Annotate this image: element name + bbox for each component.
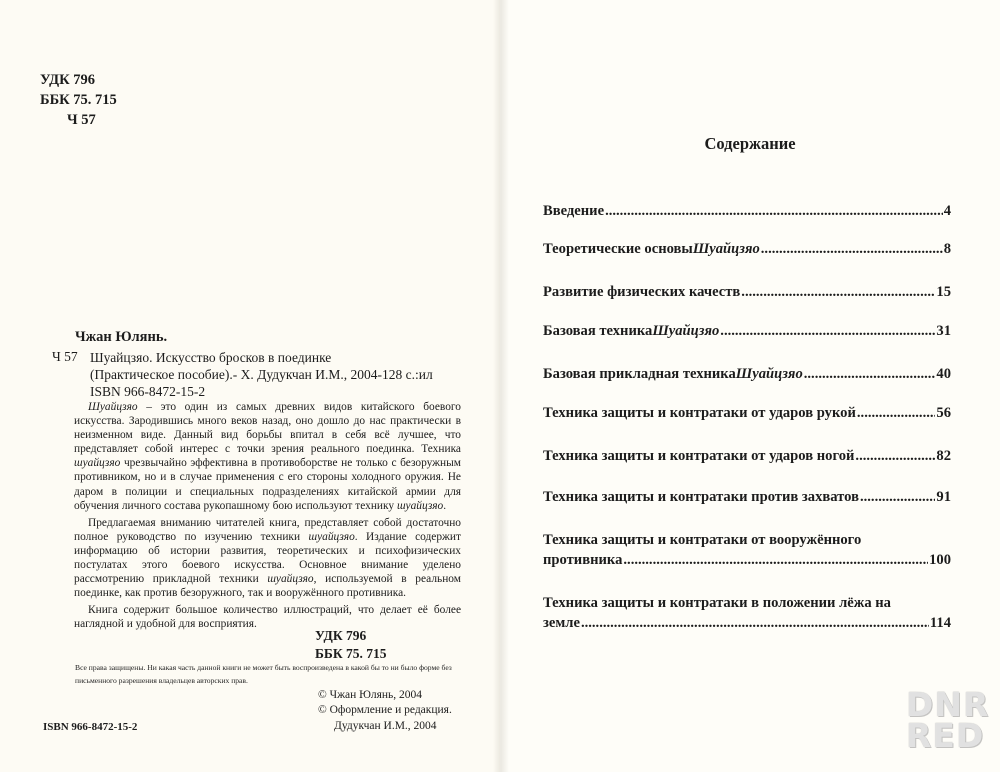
toc-page-number: 40: [936, 366, 951, 382]
toc-entry: [543, 446, 951, 466]
biblio-isbn: ISBN 966-8472-15-2: [90, 384, 206, 399]
italic-term: шуайцзяо: [74, 457, 121, 470]
toc-entry: [543, 487, 951, 507]
toc-label: Техника защиты и контратаки от ударов рукой: [543, 405, 856, 421]
italic-term: Шуайцзяо: [88, 401, 138, 413]
right-page: [500, 0, 1000, 772]
toc-leader-dots: [860, 487, 935, 507]
author-cipher: Ч 57: [67, 112, 96, 128]
toc-leader-dots: [741, 282, 935, 302]
abstract-paragraph: [74, 400, 461, 513]
toc-page-number: 31: [936, 323, 951, 339]
italic-term: шуайцзяо: [396, 499, 444, 512]
bibliographic-record: [90, 349, 433, 400]
abstract-paragraph: [74, 516, 461, 601]
toc-leader-dots: [581, 613, 929, 633]
toc-label-first-line: Техника защиты и контратаки в положении лёжа на: [543, 595, 891, 611]
biblio-title: Шуайцзяо. Искусство бросков в поединке: [90, 350, 332, 365]
classification-block-bottom: [315, 627, 387, 663]
toc-label: противника: [543, 552, 623, 568]
toc-label: Развитие физических качеств: [543, 284, 741, 300]
toc-entry: [543, 239, 951, 259]
book-abstract: [74, 400, 461, 635]
toc-leader-dots: [605, 201, 943, 221]
toc-leader-dots: [804, 364, 936, 384]
toc-leader-dots: [857, 403, 936, 423]
toc-entry: [543, 201, 951, 221]
toc-entry: [543, 321, 951, 341]
bbk-code-bottom: ББК 75. 715: [315, 646, 387, 661]
toc-title: Содержание: [704, 134, 796, 153]
toc-label: Техника защиты и контратаки против захватов: [543, 489, 859, 505]
watermark-line: DNR: [906, 685, 990, 724]
author-name: Чжан Юлянь.: [75, 329, 168, 345]
toc-page-number: 100: [929, 552, 951, 568]
classification-block: [40, 70, 117, 130]
toc-leader-dots: [761, 239, 943, 259]
toc-label: Базовая прикладная техника: [543, 366, 736, 382]
toc-entry: [543, 403, 951, 423]
toc-page-number: 4: [943, 203, 951, 219]
toc-label: Базовая техника: [543, 323, 653, 339]
toc-label: Теоретические основы: [543, 241, 693, 257]
abstract-text: , используемой в реальном поединке, как против безоружного, так и вооружённого противника.: [74, 573, 461, 600]
rights-notice: Все права защищены. Ни какая часть данной книги не может быть воспроизведена в какой бы то ни было форме без письменного разрешения владельцев авторских прав.: [75, 663, 452, 685]
toc-label: Техника защиты и контратаки от ударов ногой: [543, 448, 855, 464]
toc-entry: [543, 593, 951, 633]
toc-leader-dots: [623, 550, 928, 570]
bbk-code: ББК 75. 715: [40, 92, 117, 108]
copyright-design: © Оформление и редакция.: [318, 704, 452, 716]
abstract-text: – это один из самых древних видов китайского боевого искусства. Зародившись много веков назад, оно дошло до нас практически в неизменном виде. Данный вид борьбы впитал в себя всё лучшее, что представляет собой интерес с точки зрения реального поединка. Техника: [74, 401, 461, 456]
toc-leader-dots: [855, 446, 935, 466]
udc-code-bottom: УДК 796: [315, 628, 367, 643]
abstract-text: Предлагаемая вниманию читателей книга, представляет собой достаточно полное руководство по изучению техники: [74, 516, 461, 543]
copyright-author: © Чжан Юлянь, 2004: [318, 689, 423, 701]
italic-term: шуайцзяо: [267, 573, 314, 586]
watermark-logo: [906, 685, 990, 755]
watermark-line: RED: [906, 716, 985, 755]
toc-page-number: 15: [936, 284, 951, 300]
toc-label-italic: Шуайцзяо: [652, 323, 720, 339]
toc-page-number: 114: [929, 615, 951, 631]
toc-page-number: 91: [936, 489, 951, 505]
toc-entry: [543, 530, 951, 570]
catalog-number: Ч 57: [52, 349, 78, 364]
biblio-publisher: (Практическое пособие).- Х. Дудукчан И.М., 2004-128 с.:ил: [90, 367, 433, 382]
book-gutter: [493, 0, 509, 772]
copyright-editor: Дудукчан И.М., 2004: [334, 720, 437, 732]
abstract-text: чрезвычайно эффективна в противоборстве не только с безоружным противником, но и в случае применения с его стороны холодного оружия. Не даром в полиции и специальных подразделениях китайской армии для обучения личного состава рукопашному бою используют технику: [74, 457, 461, 512]
toc-page-number: 8: [943, 241, 951, 257]
toc-page-number: 56: [936, 405, 951, 421]
toc-entry: [543, 364, 951, 384]
abstract-paragraph: Книга содержит большое количество иллюстраций, что делает её более наглядной и удобной для восприятия.: [74, 604, 461, 631]
italic-term: шуайцзяо: [308, 530, 355, 543]
toc-page-number: 82: [936, 448, 951, 464]
toc-label-first-line: Техника защиты и контратаки от вооружённого: [543, 532, 862, 548]
abstract-text: . Издание содержит информацию об истории развития, теоретических и психофизических постулатах этого боевого искусства. Основное внимание уделено рассмотрению прикладной техники: [74, 530, 461, 586]
toc-label-italic: Шуайцзяо: [692, 241, 760, 257]
isbn-bottom: ISBN 966-8472-15-2: [43, 721, 138, 733]
toc-label: Введение: [543, 203, 605, 219]
toc-label-italic: Шуайцзяо: [735, 366, 803, 382]
toc-label: земле: [543, 615, 580, 631]
toc-leader-dots: [720, 321, 935, 341]
udc-code: УДК 796: [40, 72, 96, 88]
toc-entry: [543, 282, 951, 302]
abstract-text: .: [443, 499, 447, 512]
